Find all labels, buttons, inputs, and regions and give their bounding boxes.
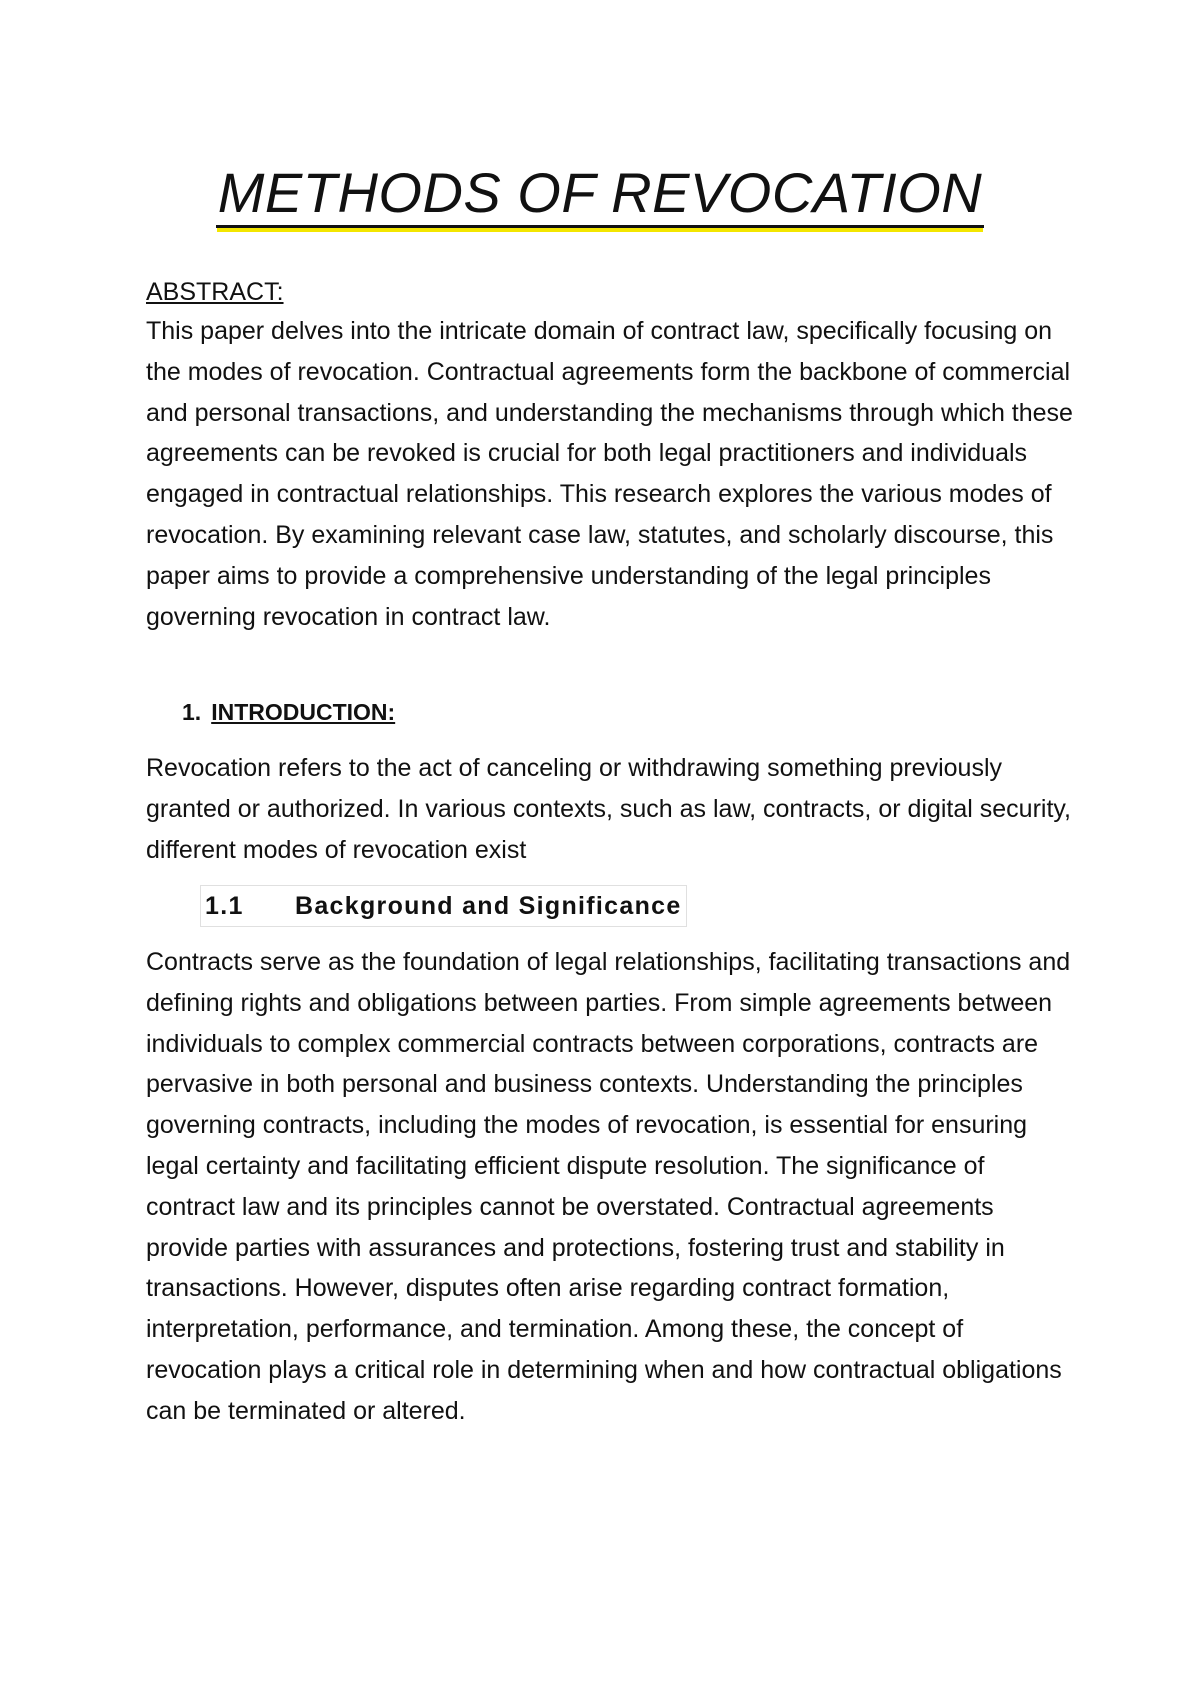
document-title: [0, 158, 1200, 228]
introduction-heading-label: INTRODUCTION:: [211, 699, 396, 725]
abstract-paragraph: This paper delves into the intricate domain of contract law, specifically focusing on the modes of revocation. Contractual agreements form the backbone of commercial and personal transactions, and understanding the mechanisms through which these agreements can be revoked is crucial for both legal practitioners and individuals engaged in contractual relationships. This research explores the various modes of revocation. By examining relevant case law, statutes, and scholarly discourse, this paper aims to provide a comprehensive understanding of the legal principles governing revocation in contract law.: [146, 317, 1073, 631]
background-heading: [200, 885, 687, 927]
introduction-paragraph: Revocation refers to the act of canceling or withdrawing something previously granted or authorized. In various contexts, such as law, contracts, or digital security, different modes of revocation exist: [146, 754, 1071, 864]
introduction-heading: [182, 694, 395, 730]
document-title-text: METHODS OF REVOCATION: [216, 161, 984, 228]
background-number: 1.1: [205, 892, 244, 920]
introduction-number: 1.: [182, 699, 202, 725]
background-paragraph: Contracts serve as the foundation of legal relationships, facilitating transactions and defining rights and obligations between parties. From simple agreements between individuals to complex commercial contracts between corporations, contracts are pervasive in both personal and business contexts. Understanding the principles governing contracts, including the modes of revocation, is essential for ensuring legal certainty and facilitating efficient dispute resolution. The significance of contract law and its principles cannot be overstated. Contractual agreements provide parties with assurances and protections, fostering trust and stability in transactions. However, disputes often arise regarding contract formation, interpretation, performance, and termination. Among these, the concept of revocation plays a critical role in determining when and how contractual obligations can be terminated or altered.: [146, 948, 1071, 1425]
abstract-heading: ABSTRACT:: [146, 278, 284, 306]
background-heading-label: Background and Significance: [295, 892, 682, 920]
